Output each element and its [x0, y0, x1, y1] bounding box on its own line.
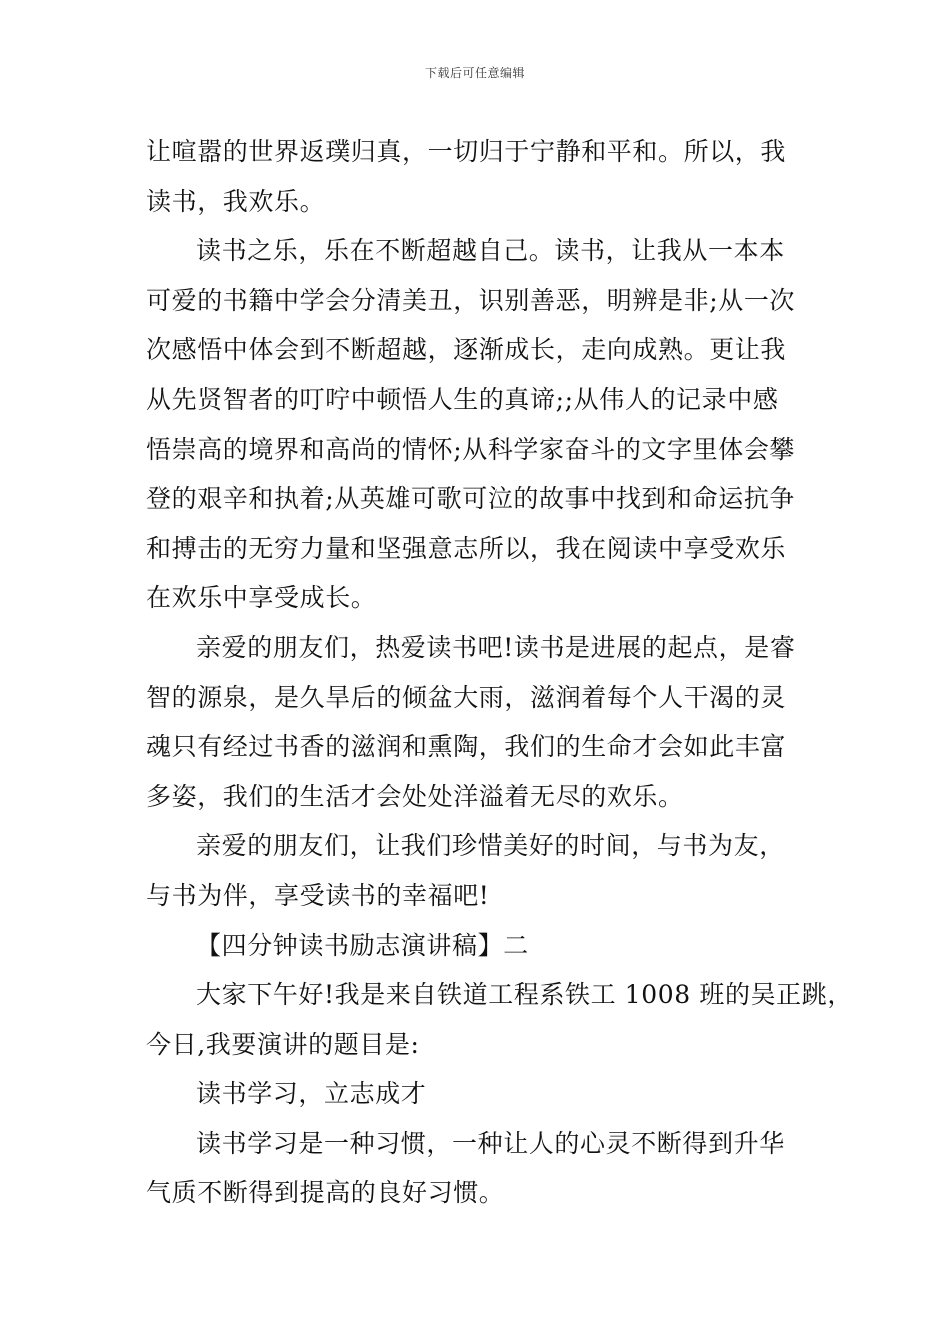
text-line: 亲爱的朋友们，让我们珍惜美好的时间，与书为友，	[196, 831, 785, 861]
text-line: 悟崇高的境界和高尚的情怀;从科学家奋斗的文字里体会攀	[146, 434, 796, 464]
document-body	[146, 127, 853, 1218]
text-line: 读书之乐，乐在不断超越自己。读书，让我从一本本	[196, 236, 785, 266]
text-line: 在欢乐中享受成长。	[146, 583, 377, 613]
text-line: 智的源泉，是久旱后的倾盆大雨，滋润着每个人干渴的灵	[146, 682, 787, 712]
text-line: 从先贤智者的叮咛中顿悟人生的真谛;;从伟人的记录中感	[146, 384, 779, 414]
section-heading: 【四分钟读书励志演讲稿】二	[196, 930, 529, 960]
text-line: 今日,我要演讲的题目是:	[146, 1029, 420, 1059]
text-line: 魂只有经过书香的滋润和熏陶，我们的生命才会如此丰富	[146, 732, 787, 762]
text-line: 登的艰辛和执着;从英雄可歌可泣的故事中找到和命运抗争	[146, 484, 796, 514]
speech-title: 读书学习，立志成才	[196, 1079, 427, 1109]
page-header: 下载后可任意编辑	[424, 66, 525, 80]
text-line: 气质不断得到提高的良好习惯。	[146, 1178, 505, 1208]
text-line: 读书学习是一种习惯，一种让人的心灵不断得到升华	[196, 1128, 785, 1158]
text-line: 大家下午好!我是来自铁道工程系铁工 1008 班的吴正跳，	[196, 980, 853, 1010]
text-line: 可爱的书籍中学会分清美丑，识别善恶，明辨是非;从一次	[146, 285, 796, 315]
text-line: 次感悟中体会到不断超越，逐渐成长，走向成熟。更让我	[146, 335, 787, 365]
text-line: 让喧嚣的世界返璞归真，一切归于宁静和平和。所以，我	[146, 137, 787, 166]
text-line: 和搏击的无穷力量和坚强意志所以，我在阅读中享受欢乐	[146, 533, 787, 563]
text-line: 亲爱的朋友们，热爱读书吧!读书是进展的起点，是睿	[196, 632, 796, 662]
text-line: 与书为伴，享受读书的幸福吧!	[146, 880, 490, 910]
text-line: 读书，我欢乐。	[146, 186, 326, 216]
text-line: 多姿，我们的生活才会处处洋溢着无尽的欢乐。	[146, 781, 684, 811]
